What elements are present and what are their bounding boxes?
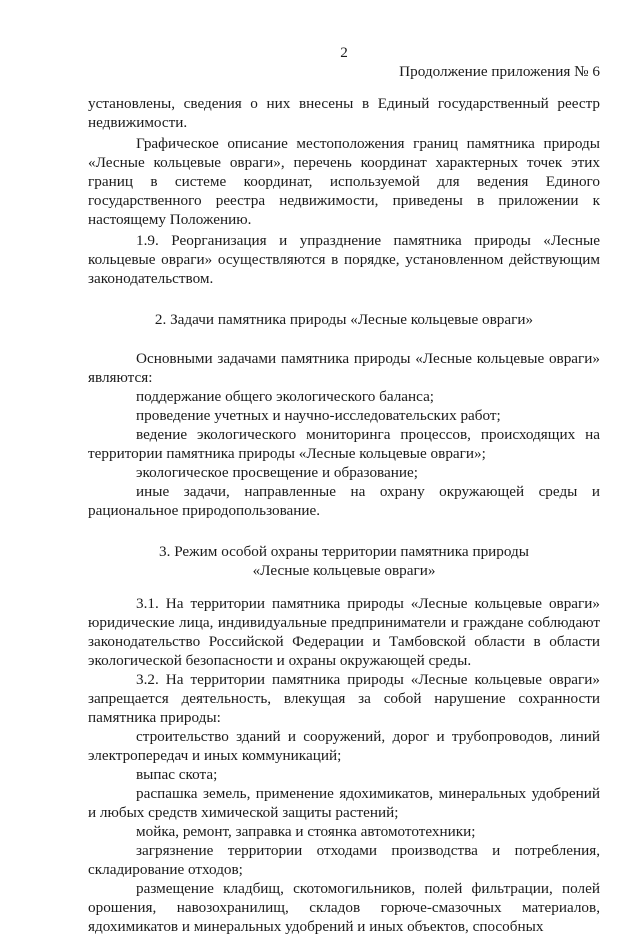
paragraph: Основными задачами памятника природы «Лесные кольцевые овраги» являются:: [88, 350, 600, 386]
list-item: экологическое просвещение и образование;: [136, 464, 418, 481]
list-item: распашка земель, применение ядохимикатов, минеральных удобрений и любых средств химической защиты растений;: [88, 785, 600, 821]
section-heading: 2. Задачи памятника природы «Лесные кольцевые овраги»: [154, 311, 534, 328]
list-item: загрязнение территории отходами производства и потребления, складирование отходов;: [88, 842, 600, 878]
section-heading: 3. Режим особой охраны территории памятника природы: [159, 543, 529, 560]
document-page: [88, 0, 600, 935]
list-item: иные задачи, направленные на охрану окружающей среды и рациональное природопользование.: [88, 483, 600, 519]
page-number: 2: [340, 44, 348, 61]
list-item: размещение кладбищ, скотомогильников, полей фильтрации, полей орошения, навозохранилищ, складов горюче-смазочных материалов, ядохимикатов и минеральных удобрений и иных объектов, способных: [88, 880, 600, 935]
list-item: ведение экологического мониторинга процессов, происходящих на территории памятника природы «Лесные кольцевые овраги»;: [88, 426, 600, 462]
paragraph: 3.1. На территории памятника природы «Лесные кольцевые овраги» юридические лица, индивидуальные предприниматели и граждане соблюдают законодательство Российской Федерации и Тамбовской области в области экологической безопасности и охраны окружающей среды.: [88, 595, 600, 669]
list-item: мойка, ремонт, заправка и стоянка автомототехники;: [136, 823, 476, 840]
paragraph: 1.9. Реорганизация и упразднение памятника природы «Лесные кольцевые овраги» осуществляются в порядке, установленном действующим законодательством.: [88, 232, 600, 287]
list-item: проведение учетных и научно-исследовательских работ;: [136, 407, 501, 424]
list-item: строительство зданий и сооружений, дорог и трубопроводов, линий электропередач и иных коммуникаций;: [88, 728, 600, 764]
paragraph: 3.2. На территории памятника природы «Лесные кольцевые овраги» запрещается деятельность, влекущая за собой нарушение сохранности памятника природы:: [88, 671, 600, 726]
document-body: [88, 94, 600, 936]
paragraph: Графическое описание местоположения границ памятника природы «Лесные кольцевые овраги», перечень координат характерных точек этих границ в системе координат, используемой для ведения Единого государственного реестра недвижимости, приведены в приложении к настоящему Положению.: [88, 135, 600, 228]
list-item: выпас скота;: [136, 766, 218, 783]
continuation-note: Продолжение приложения № 6: [399, 63, 600, 80]
section-heading: «Лесные кольцевые овраги»: [252, 562, 436, 579]
list-item: поддержание общего экологического баланса;: [136, 388, 435, 405]
paragraph: установлены, сведения о них внесены в Единый государственный реестр недвижимости.: [88, 95, 600, 131]
